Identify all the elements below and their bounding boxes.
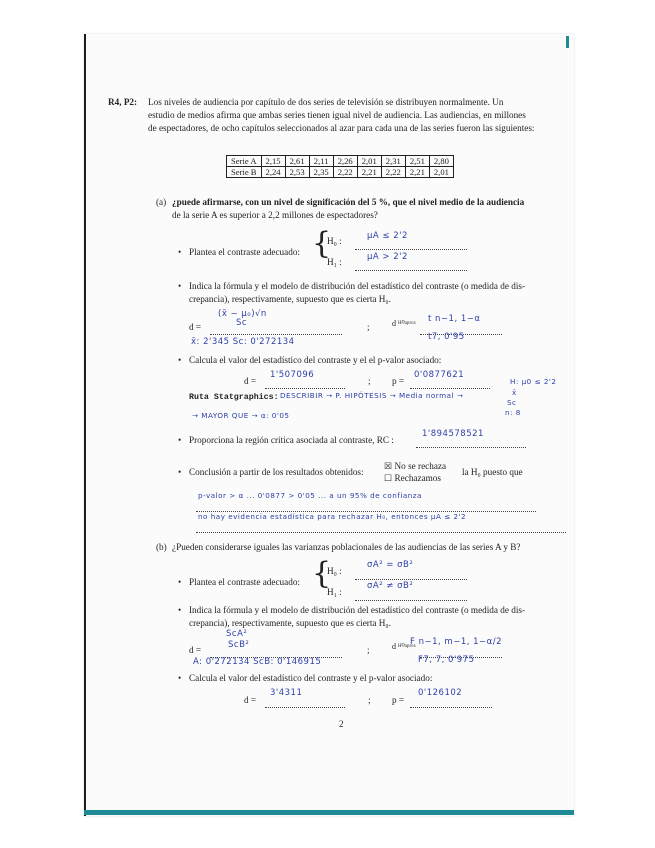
h1-answer: σA² ≠ σB² [367, 581, 414, 591]
region-answer: 1'894578521 [422, 429, 484, 439]
row-label: Serie B [227, 167, 262, 178]
dist-answer: F n−1, m−1, 1−α/2 [410, 637, 503, 647]
formula-instruction-line-2: crepancia), respectivamente, supuesto que es cierta H₀. [189, 618, 391, 628]
p-label: p = [392, 376, 405, 386]
dist-answer-2: t7, 0'95 [428, 332, 465, 342]
table-row-serie-a [227, 156, 454, 167]
option-label: Rechazamos [394, 473, 441, 483]
bullet: • [178, 605, 182, 615]
table-cell: 2,53 [285, 167, 309, 178]
bullet: • [178, 355, 182, 365]
separator: ; [368, 376, 371, 386]
d-formula-denominator: Sc [236, 318, 248, 328]
d-value: 1'507096 [270, 370, 315, 380]
table-cell: 2,26 [333, 156, 357, 167]
page-edge [84, 810, 574, 815]
table-cell: 2,11 [309, 156, 333, 167]
d-value-label: d = [244, 376, 257, 386]
route-answer-2: → MAYOR QUE → α: 0'05 [192, 411, 290, 420]
d-value-label: d = [244, 695, 257, 705]
table-cell: 2,22 [333, 167, 357, 178]
binder-mark [566, 36, 569, 48]
dist-answer-2: F7, 7, 0'975 [418, 655, 475, 665]
margin-note-hypothesis: H: μ0 ≤ 2'2 [510, 377, 557, 386]
p-value: 0'0877621 [414, 370, 465, 380]
dist-label: d ᴴ⁰ᵃᵖʳᵒˣ [392, 319, 416, 328]
region-label: Proporciona la región crítica asociada al contraste, RC : [189, 435, 394, 445]
checkbox-checked-icon: ☒ [384, 461, 393, 471]
p-label: p = [392, 695, 405, 705]
table-cell: 2,51 [405, 156, 429, 167]
bullet: • [178, 281, 182, 291]
route-label: Ruta Statgraphics: [189, 393, 279, 402]
part-a-label: (a) [156, 197, 167, 207]
calcula-label: Calcula el valor del estadístico del contraste y el p-valor asociado: [189, 673, 433, 683]
d-formula-numerator: (x̄ − μ₀)√n [218, 309, 267, 319]
table-cell: 2,80 [429, 156, 453, 167]
brace: { [312, 556, 332, 591]
d-formula-numerator: ScA² [226, 629, 248, 639]
option-rechazamos[interactable] [384, 472, 441, 485]
conclusion-handwritten-1: p-valor > α ... 0'0877 > 0'05 ... a un 95% de confianza [198, 491, 422, 500]
table-cell: 2,15 [261, 156, 285, 167]
bullet: • [178, 467, 182, 477]
bullet: • [178, 673, 182, 683]
table-cell: 2,31 [381, 156, 405, 167]
table-cell: 2,24 [261, 167, 285, 178]
option-no-rechaza[interactable] [384, 460, 446, 473]
table-cell: 2,21 [405, 167, 429, 178]
option-label: No se rechaza [394, 461, 447, 471]
table-cell: 2,61 [285, 156, 309, 167]
formula-instruction-line-2: crepancia), respectivamente, supuesto que es cierta H₀. [189, 294, 391, 304]
plantea-label: Plantea el contraste adecuado: [189, 577, 300, 587]
problem-statement-line-2: estudio de medios afirma que ambas series tienen igual nivel de audiencia. Las audiencias, en millones [148, 110, 526, 120]
part-a-question-line-1: ¿puede afirmarse, con un nivel de significación del 5 %, que el nivel medio de la audiencia [172, 197, 525, 207]
table-cell: 2,22 [381, 167, 405, 178]
h0-label: H₀ : [327, 236, 342, 246]
conclusion-line-2 [196, 520, 566, 538]
problem-statement-line-3: de espectadores, de ocho capítulos seleccionados al azar para cada una de las series fueron las siguientes: [148, 123, 535, 133]
formula-instruction-line-1: Indica la fórmula y el modelo de distribución del estadístico del contraste (o medida de dis- [189, 281, 526, 291]
plantea-label: Plantea el contraste adecuado: [189, 247, 300, 257]
checkbox-empty-icon: ☐ [384, 473, 393, 483]
table-cell: 2,21 [357, 167, 381, 178]
bullet: • [178, 577, 182, 587]
calcula-label: Calcula el valor del estadístico del contraste y el el p-valor asociado: [189, 355, 442, 365]
h1-answer: μA > 2'2 [367, 252, 408, 262]
d-label: d = [189, 322, 202, 332]
data-table [226, 155, 454, 178]
d-label: d = [189, 645, 202, 655]
conclusion-label: Conclusión a partir de los resultados obtenidos: [189, 467, 364, 477]
p-value: 0'126102 [418, 688, 463, 698]
route-answer: DESCRIBIR → P. HIPÓTESIS → Media normal → [280, 391, 464, 400]
table-cell: 2,01 [357, 156, 381, 167]
part-a-question-line-2: de la serie A es superior a 2,2 millones de espectadores? [172, 210, 378, 220]
row-label: Serie A [227, 156, 262, 167]
separator: ; [368, 695, 371, 705]
h1-label: H₁ : [327, 587, 342, 597]
margin-note-mean: x̄ [512, 388, 517, 397]
table-cell: 2,35 [309, 167, 333, 178]
table-row-serie-b [227, 167, 454, 178]
h0-label: H₀ : [327, 566, 342, 576]
brace: { [312, 226, 332, 261]
h1-label: H₁ : [327, 257, 342, 267]
problem-statement-line-1: Los niveles de audiencia por capítulo de dos series de televisión se distribuyen normalmente. Un [148, 97, 504, 107]
problem-label: R4, P2: [108, 97, 138, 107]
part-b-label: (b) [156, 542, 167, 552]
part-b-question: ¿Pueden considerarse iguales las varianzas poblacionales de las audiencias de las series A y B? [172, 542, 521, 552]
separator: ; [367, 322, 370, 332]
h0-answer: σA² = σB² [367, 560, 414, 570]
stats-note: x̄: 2'345 Sc: 0'272134 [191, 337, 295, 347]
dist-answer: t n−1, 1−α [428, 314, 481, 324]
page-number: 2 [339, 719, 344, 729]
dist-label: d ᴴ⁰ᵃᵖʳᵒˣ [392, 642, 416, 651]
d-value: 3'4311 [270, 688, 303, 698]
formula-instruction-line-1: Indica la fórmula y el modelo de distribución del estadístico del contraste (o medida de dis- [189, 605, 526, 615]
margin-note-n: n: 8 [505, 408, 521, 417]
h0-answer: μA ≤ 2'2 [367, 231, 408, 241]
margin-note-sc: Sc [507, 398, 517, 407]
conclusion-handwritten-2: no hay evidencia estadística para rechazar H₀, entonces μA ≤ 2'2 [198, 512, 467, 521]
d-formula-denominator: ScB² [228, 640, 250, 650]
table-cell: 2,01 [429, 167, 453, 178]
bullet: • [178, 435, 182, 445]
stats-note: A: 0'272134 ScB: 0'146915 [193, 657, 322, 667]
conclusion-tail: la H₀ puesto que [462, 467, 523, 477]
separator: ; [367, 645, 370, 655]
bullet: • [178, 247, 182, 257]
